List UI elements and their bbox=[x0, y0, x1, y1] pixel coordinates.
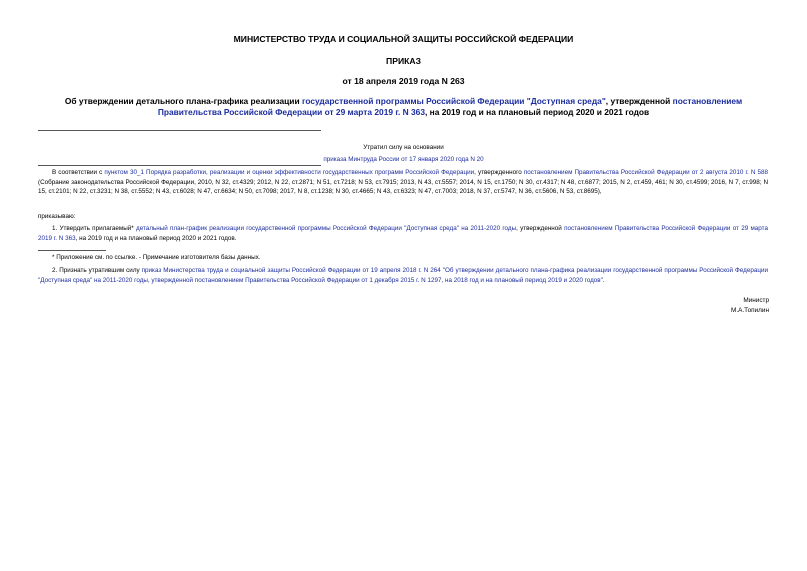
item1-text-2: , утвержденной bbox=[516, 225, 565, 232]
doc-title bbox=[40, 96, 767, 118]
item2-text-2: . bbox=[602, 276, 605, 284]
title-text-2: , утвержденной bbox=[605, 96, 673, 106]
doc-date: от 18 апреля 2019 года N 263 bbox=[342, 76, 465, 86]
clause-link[interactable]: пунктом 30_1 Порядка разработки, реализации и оценки эффективности государственных программ Российской Федерации bbox=[104, 169, 475, 176]
title-text-1: Об утверждении детального плана-графика реализации bbox=[64, 96, 302, 106]
repeal-line: Утратил силу на основании bbox=[363, 144, 444, 151]
preamble-paragraph bbox=[38, 168, 768, 197]
repeal-note bbox=[200, 143, 607, 164]
program-link[interactable]: государственной программы Российской Федерации "Доступная среда" bbox=[301, 96, 606, 106]
ministry-heading: МИНИСТЕРСТВО ТРУДА И СОЦИАЛЬНОЙ ЗАЩИТЫ РОССИЙСКОЙ ФЕДЕРАЦИИ bbox=[233, 34, 574, 44]
repeal-link[interactable]: приказа Минтруда России от 17 января 2020 года N 20 bbox=[323, 155, 484, 163]
title-text-3: , на 2019 год и на плановый период 2020 и 2021 годов bbox=[425, 107, 650, 117]
preamble-text-1: В соответствии с bbox=[52, 169, 105, 176]
item1-text-3: , на 2019 год и на плановый период 2020 и 2021 годов. bbox=[75, 234, 237, 242]
resolution-588-link[interactable]: постановлением Правительства Российской Федерации от 2 августа 2010 г. N 588 bbox=[523, 169, 768, 176]
signature-position: Министр bbox=[743, 297, 769, 304]
plan-schedule-link[interactable]: детальный план-график реализации государственной программы Российской Федерации "Доступная среда" на 2011-2020 годы bbox=[136, 225, 517, 232]
preamble-text-3: (Собрание законодательства Российской Федерации, 2010, N 32, ст.4329; 2012, N 22, ст.2871; N 51, ст.7218; N 53, ст.7915; 2013, N 43, ст.5557; 2014, N 15, ст.1750; N 30, ст.4317; N 48, ст.6877; 2015, N 2, ст.459, 461; N 30, ст.4599; 2016, N 7, ст.998; N 15, ст.2101; N 22, ст.3231; N 38, ст.5552; N 43, ст.6028; N 47, ст.6634; N 50, ст.7098; 2017, N 8, ст.1238; N 30, ст.4665; N 43, ст.6323; N 47, ст.7003; 2018, N 37, ст.5747, N 36, ст.5606, N 53, ст.8695), bbox=[38, 178, 768, 196]
resolution-363-link[interactable]: постановлением Правительства Российской Федерации от 29 марта 2019 г. N 363 bbox=[38, 225, 768, 242]
item1-text-1: 1. Утвердить прилагаемый* bbox=[52, 225, 137, 232]
resolution-link[interactable]: постановлением Правительства Российской Федерации от 29 марта 2019 г. N 363 bbox=[157, 96, 743, 117]
item2-text-1: 2. Признать утратившим силу bbox=[52, 267, 142, 274]
item-2 bbox=[38, 266, 768, 285]
order-word: приказываю: bbox=[38, 213, 76, 220]
separator-line bbox=[38, 165, 321, 166]
repealed-order-link[interactable]: приказ Министерства труда и социальной защиты Российской Федерации от 19 апреля 2018 г. N 264 "Об утверждении детального плана-графика реализации государственной программы Российской Федерации "Доступная среда" на 2011-2020 годы, утвержденной постановлением Правительства Российской Федерации от 1 декабря 2015 г. N 1297, на 2018 год и на плановый период 2019 и 2020 годов" bbox=[38, 267, 768, 284]
footnote-separator bbox=[38, 250, 106, 251]
signature-name: М.А.Топилин bbox=[731, 307, 769, 314]
preamble-text-2: , утвержденного bbox=[474, 169, 524, 176]
footnote: * Приложение см. по ссылке. - Примечание изготовителя базы данных. bbox=[52, 254, 261, 261]
doc-type: ПРИКАЗ bbox=[386, 56, 421, 66]
signature-block bbox=[731, 296, 769, 316]
separator-line bbox=[38, 130, 321, 131]
item-1 bbox=[38, 224, 768, 243]
